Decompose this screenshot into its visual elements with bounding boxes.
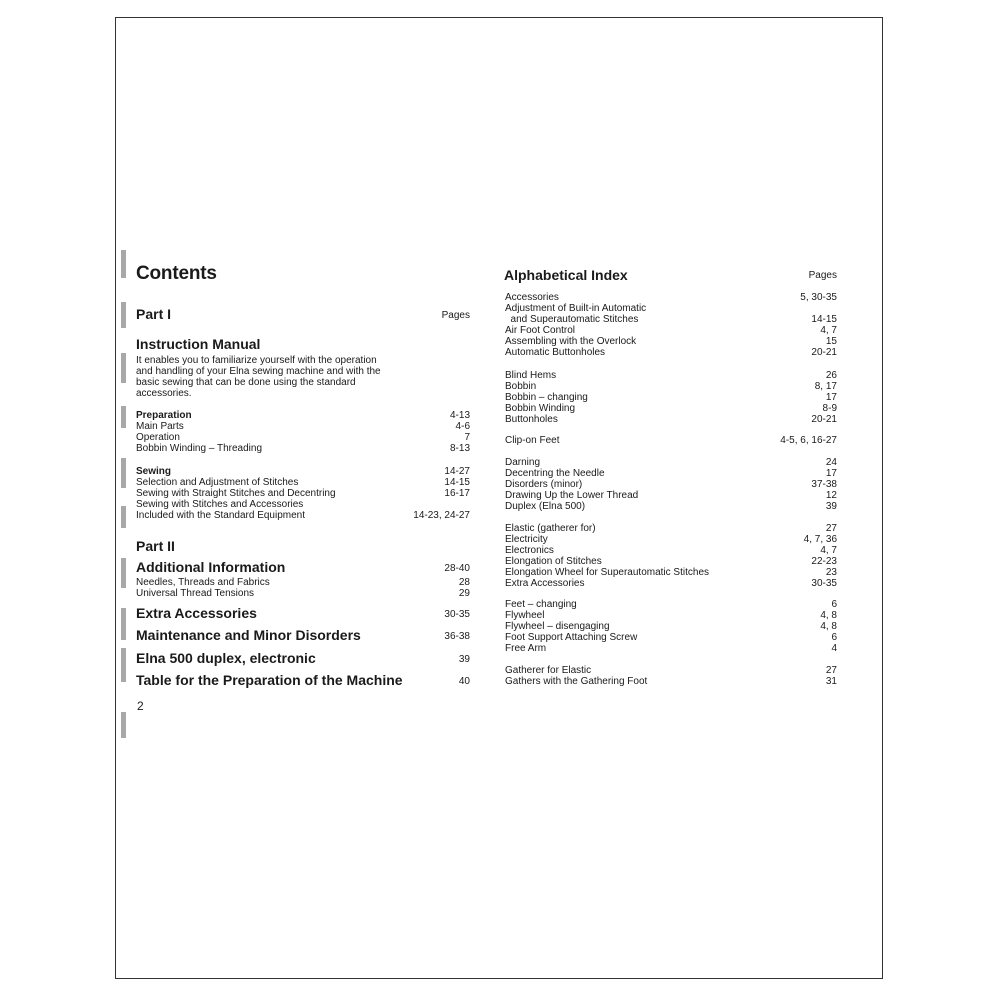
- index-entry: Duplex (Elna 500): [505, 501, 586, 512]
- margin-bar: [121, 608, 126, 640]
- index-group: [505, 457, 638, 512]
- additional-information-title: Additional Information: [136, 559, 286, 575]
- index-entry: Electronics: [505, 545, 554, 556]
- index-group-pages: [716, 292, 837, 358]
- index-entry: and Superautomatic Stitches: [505, 314, 639, 325]
- extra-accessories-title: Extra Accessories: [136, 605, 257, 621]
- page-ref: 14-15: [444, 477, 470, 488]
- index-page-ref: 4: [831, 643, 837, 654]
- preparation-table-title: Table for the Preparation of the Machine: [136, 672, 403, 688]
- index-entry: Blind Hems: [505, 370, 557, 381]
- index-entry: Drawing Up the Lower Thread: [505, 490, 639, 501]
- page-ref: 4-13: [449, 410, 470, 421]
- index-group: [505, 599, 637, 654]
- extra-accessories-page: 30-35: [444, 609, 470, 620]
- index-group: [505, 370, 588, 425]
- margin-bar: [121, 353, 126, 383]
- page-ref: 4-6: [455, 421, 470, 432]
- pages-header: Pages: [441, 310, 470, 321]
- index-entry: Clip-on Feet: [505, 435, 560, 446]
- index-page-ref: 4, 8: [820, 610, 837, 621]
- sewing-heading: Sewing: [136, 466, 172, 477]
- index-page-ref: 12: [825, 490, 837, 501]
- index-page-ref: 15: [825, 336, 837, 347]
- part2-label: Part II: [136, 538, 175, 554]
- margin-bar: [121, 506, 126, 528]
- instruction-manual-title: Instruction Manual: [136, 336, 261, 352]
- index-page-ref: 22-23: [811, 556, 837, 567]
- margin-bar: [121, 302, 126, 328]
- index-group: [505, 665, 647, 687]
- index-entry: Elongation Wheel for Superautomatic Stitches: [505, 567, 709, 578]
- list-item: Main Parts: [136, 421, 184, 432]
- additional-pages: [386, 577, 470, 599]
- list-item: Selection and Adjustment of Stitches: [136, 477, 299, 488]
- index-page-ref: 17: [825, 392, 837, 403]
- index-entry: Gatherer for Elastic: [505, 665, 592, 676]
- index-page-ref: 31: [825, 676, 837, 687]
- list-item: Sewing with Stitches and Accessories: [136, 499, 304, 510]
- index-group-pages: [716, 435, 837, 446]
- index-page-ref: 4-5, 6, 16-27: [780, 435, 837, 446]
- index-page-ref: [716, 303, 837, 314]
- index-page-ref: 4, 8: [820, 621, 837, 632]
- index-group: [505, 292, 646, 358]
- intro-line: It enables you to familiarize yourself with the operation: [136, 355, 377, 366]
- preparation-table-page: 40: [458, 676, 470, 687]
- index-page-ref: 23: [825, 567, 837, 578]
- margin-bar: [121, 648, 126, 682]
- preparation-pages: [386, 410, 470, 454]
- index-page-ref: 26: [825, 370, 837, 381]
- elna-duplex-page: 39: [458, 654, 470, 665]
- index-entry: Electricity: [505, 534, 548, 545]
- index-group-pages: [716, 370, 837, 425]
- index-entry: Disorders (minor): [505, 479, 583, 490]
- index-entry: Gathers with the Gathering Foot: [505, 676, 648, 687]
- margin-bar: [121, 406, 126, 428]
- index-entry: Flywheel: [505, 610, 545, 621]
- index-pages-header: Pages: [808, 270, 837, 281]
- list-item: Operation: [136, 432, 180, 443]
- index-group-pages: [716, 457, 837, 512]
- index-entry: Elastic (gatherer for): [505, 523, 596, 534]
- index-page-ref: 20-21: [811, 347, 837, 358]
- index-entry: Bobbin – changing: [505, 392, 588, 403]
- page-ref: 7: [464, 432, 470, 443]
- maintenance-page: 36-38: [444, 631, 470, 642]
- margin-bar: [121, 250, 126, 278]
- index-entry: Automatic Buttonholes: [505, 347, 606, 358]
- page-number: 2: [137, 699, 144, 713]
- preparation-list: [136, 410, 262, 454]
- index-entry: Assembling with the Overlock: [505, 336, 637, 347]
- index-entry: Adjustment of Built-in Automatic: [505, 303, 647, 314]
- index-group-pages: [716, 599, 837, 654]
- index-page-ref: 8, 17: [814, 381, 837, 392]
- page-ref: 28: [458, 577, 470, 588]
- index-page-ref: 27: [825, 665, 837, 676]
- sewing-list: [136, 466, 336, 521]
- index-page-ref: 6: [831, 632, 837, 643]
- list-item: Sewing with Straight Stitches and Decentring: [136, 488, 336, 499]
- index-entry: Accessories: [505, 292, 559, 303]
- index-group: [505, 523, 709, 589]
- index-entry: Buttonholes: [505, 414, 558, 425]
- index-page-ref: 37-38: [811, 479, 837, 490]
- index-page-ref: 5, 30-35: [800, 292, 837, 303]
- index-group: [505, 435, 559, 446]
- index-page-ref: 6: [831, 599, 837, 610]
- index-page-ref: 14-15: [811, 314, 837, 325]
- list-item: Bobbin Winding – Threading: [136, 443, 263, 454]
- page-ref: 16-17: [444, 488, 470, 499]
- margin-bar: [121, 558, 126, 588]
- page-ref: 14-23, 24-27: [413, 510, 470, 521]
- index-page-ref: 39: [825, 501, 837, 512]
- index-page-ref: 20-21: [811, 414, 837, 425]
- list-item: Universal Thread Tensions: [136, 588, 255, 599]
- index-entry: Bobbin: [505, 381, 537, 392]
- index-page-ref: 8-9: [822, 403, 837, 414]
- intro-line: and handling of your Elna sewing machine and with the: [136, 366, 381, 377]
- index-entry: Bobbin Winding: [505, 403, 576, 414]
- index-entry: Decentring the Needle: [505, 468, 605, 479]
- index-entry: Feet – changing: [505, 599, 577, 610]
- index-page-ref: 30-35: [811, 578, 837, 589]
- page-ref: 14-27: [444, 466, 470, 477]
- preparation-heading: Preparation: [136, 410, 192, 421]
- elna-duplex-title: Elna 500 duplex, electronic: [136, 650, 316, 666]
- additional-list: [136, 577, 270, 599]
- page-ref: [386, 499, 470, 510]
- index-entry: Flywheel – disengaging: [505, 621, 610, 632]
- margin-bar: [121, 458, 126, 488]
- index-page-ref: 24: [825, 457, 837, 468]
- index-entry: Foot Support Attaching Screw: [505, 632, 638, 643]
- list-item: Included with the Standard Equipment: [136, 510, 305, 521]
- part1-label: Part I: [136, 306, 172, 322]
- page-ref: 29: [458, 588, 470, 599]
- index-page-ref: 4, 7: [820, 325, 837, 336]
- manual-page: [115, 17, 883, 979]
- maintenance-title: Maintenance and Minor Disorders: [136, 627, 361, 643]
- contents-title: Contents: [136, 263, 217, 284]
- index-page-ref: 4, 7: [820, 545, 837, 556]
- index-entry: Air Foot Control: [505, 325, 576, 336]
- index-page-ref: 4, 7, 36: [803, 534, 837, 545]
- index-entry: Darning: [505, 457, 541, 468]
- index-group-pages: [716, 665, 837, 687]
- index-group-pages: [716, 523, 837, 589]
- page-ref: 8-13: [449, 443, 470, 454]
- index-page-ref: 17: [825, 468, 837, 479]
- additional-information-page: 28-40: [444, 563, 470, 574]
- index-page-ref: 27: [825, 523, 837, 534]
- sewing-pages: [386, 466, 470, 521]
- instruction-manual-intro: [136, 355, 420, 399]
- margin-bar: [121, 712, 126, 738]
- index-entry: Free Arm: [505, 643, 547, 654]
- list-item: Needles, Threads and Fabrics: [136, 577, 270, 588]
- intro-line: basic sewing that can be done using the standard: [136, 377, 356, 388]
- index-entry: Extra Accessories: [505, 578, 585, 589]
- intro-line: accessories.: [136, 388, 192, 399]
- index-title: Alphabetical Index: [504, 267, 628, 283]
- index-entry: Elongation of Stitches: [505, 556, 602, 567]
